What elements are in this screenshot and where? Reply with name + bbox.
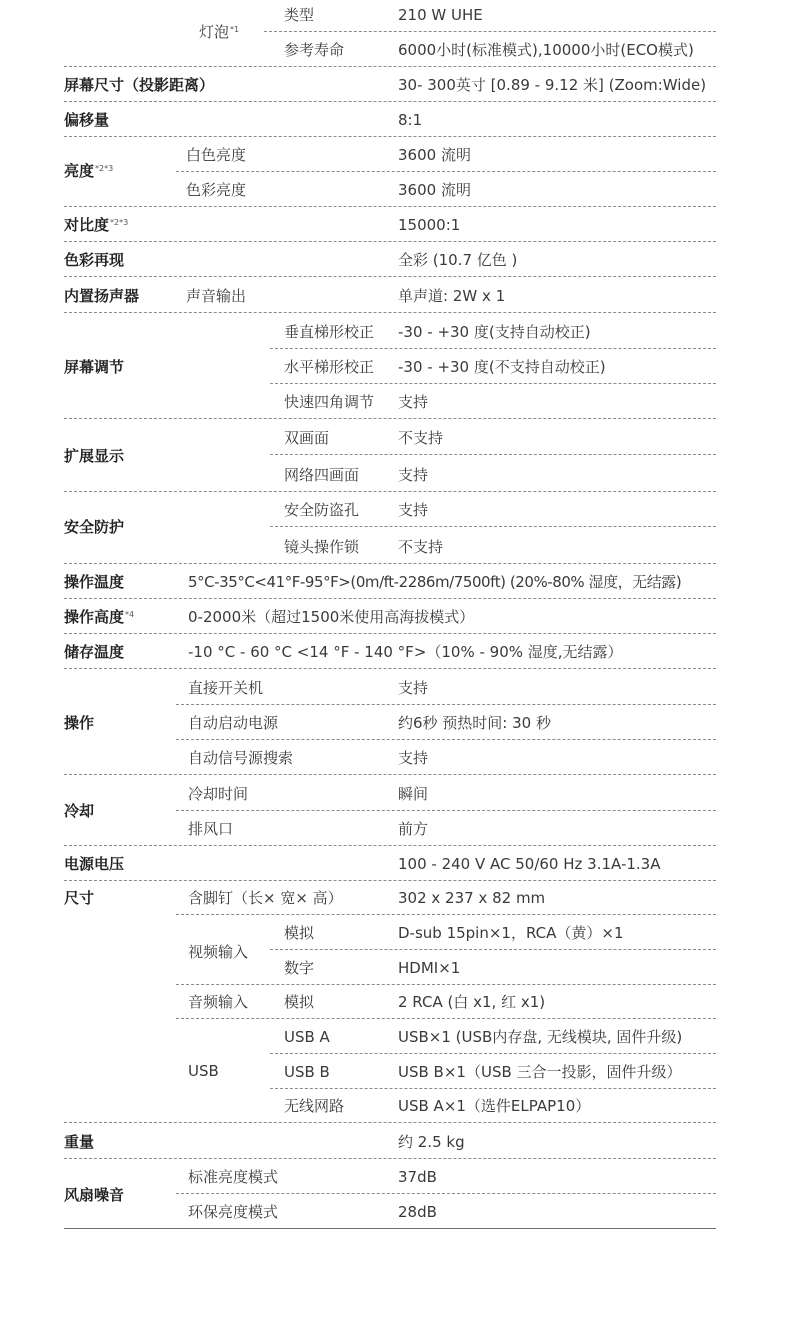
row-divider <box>176 704 716 705</box>
audio-analog-label: 模拟 <box>284 993 315 1011</box>
row-divider <box>176 984 716 985</box>
usb-b-label: USB B <box>284 1063 330 1081</box>
operation-label: 操作 <box>64 714 95 732</box>
screen-adjust-item-label: 水平梯形校正 <box>284 358 375 376</box>
dimensions-label: 尺寸 <box>64 889 95 907</box>
lamp-footnote: *1 <box>230 25 240 34</box>
offset-value: 8:1 <box>398 111 423 129</box>
brightness-color-value: 3600 流明 <box>398 181 471 199</box>
cooling-item-label: 冷却时间 <box>188 785 249 803</box>
row-divider <box>176 1193 716 1194</box>
row-divider <box>64 418 716 419</box>
fan-noise-item-value: 28dB <box>398 1203 437 1221</box>
row-divider <box>270 526 716 527</box>
extended-display-label: 扩展显示 <box>64 447 125 465</box>
audio-analog-value: 2 RCA (白 x1, 红 x1) <box>398 993 546 1011</box>
video-digital-label: 数字 <box>284 959 315 977</box>
operation-item-label: 直接开关机 <box>188 679 264 697</box>
extended-display-item-label: 网络四画面 <box>284 466 360 484</box>
wifi-value: USB A×1（选件ELPAP10） <box>398 1097 591 1115</box>
screen-size-value: 30- 300英寸 [0.89 - 9.12 米] (Zoom:Wide) <box>398 76 707 94</box>
fan-noise-item-label: 标准亮度模式 <box>188 1168 279 1186</box>
lamp-life-value: 6000小时(标准模式),10000小时(ECO模式) <box>398 41 694 59</box>
fan-noise-label: 风扇噪音 <box>64 1186 125 1204</box>
power-voltage-value: 100 - 240 V AC 50/60 Hz 3.1A-1.3A <box>398 855 661 873</box>
row-divider <box>270 949 716 950</box>
operation-item-label: 自动启动电源 <box>188 714 279 732</box>
row-divider <box>264 31 716 32</box>
storage-temp-value: -10 °C - 60 °C <14 °F - 140 °F>（10% - 90% 湿度,无结露） <box>188 643 623 661</box>
fan-noise-item-value: 37dB <box>398 1168 437 1186</box>
brightness-label: 亮度$^{*2*3}$ <box>64 162 114 180</box>
cooling-label: 冷却 <box>64 802 95 820</box>
cooling-item-value: 瞬间 <box>398 785 429 803</box>
usb-a-value: USB×1 (USB内存盘, 无线模块, 固件升级) <box>398 1028 683 1046</box>
altitude-footnote: *4 <box>125 610 135 619</box>
security-item-value: 不支持 <box>398 538 444 556</box>
lamp-type-label: 类型 <box>284 6 315 24</box>
security-item-label: 安全防盗孔 <box>284 501 360 519</box>
row-divider <box>270 454 716 455</box>
operation-item-label: 自动信号源搜索 <box>188 749 294 767</box>
audio-input-label: 音频输入 <box>188 993 249 1011</box>
lamp-type-value: 210 W UHE <box>398 6 483 24</box>
video-digital-value: HDMI×1 <box>398 959 461 977</box>
row-divider <box>64 312 716 313</box>
operating-temp-label: 操作温度 <box>64 573 125 591</box>
row-divider <box>64 101 716 102</box>
screen-adjust-label: 屏幕调节 <box>64 358 125 376</box>
row-divider <box>64 845 716 846</box>
weight-label: 重量 <box>64 1133 95 1151</box>
security-label: 安全防护 <box>64 518 125 536</box>
security-item-value: 支持 <box>398 501 429 519</box>
cooling-item-value: 前方 <box>398 820 429 838</box>
row-divider <box>64 668 716 669</box>
row-divider <box>270 1088 716 1089</box>
usb-a-label: USB A <box>284 1028 330 1046</box>
operating-altitude-label: 操作高度$^{*4}$ <box>64 608 135 626</box>
video-input-label: 视频输入 <box>188 943 249 961</box>
screen-adjust-item-label: 快速四角调节 <box>284 393 375 411</box>
brightness-color-label: 色彩亮度 <box>186 181 247 199</box>
lamp-label: 灯泡$^{*1}$ <box>199 23 240 41</box>
row-divider <box>176 810 716 811</box>
video-analog-label: 模拟 <box>284 924 315 942</box>
extended-display-item-value: 不支持 <box>398 429 444 447</box>
storage-temp-label: 储存温度 <box>64 643 125 661</box>
contrast-value: 15000:1 <box>398 216 461 234</box>
power-voltage-label: 电源电压 <box>64 855 125 873</box>
row-divider <box>64 1158 716 1159</box>
row-divider <box>64 880 716 881</box>
extended-display-item-value: 支持 <box>398 466 429 484</box>
contrast-footnote: *2*3 <box>110 218 129 227</box>
fan-noise-item-label: 环保亮度模式 <box>188 1203 279 1221</box>
screen-size-label: 屏幕尺寸（投影距离） <box>64 76 215 94</box>
speaker-sub-label: 声音输出 <box>186 287 247 305</box>
row-divider <box>64 206 716 207</box>
color-reproduction-label: 色彩再现 <box>64 251 125 269</box>
operation-item-value: 约6秒 预热时间: 30 秒 <box>398 714 551 732</box>
row-divider <box>64 66 716 67</box>
row-divider <box>176 739 716 740</box>
brightness-footnote: *2*3 <box>95 164 114 173</box>
dimensions-value: 302 x 237 x 82 mm <box>398 889 546 907</box>
security-item-label: 镜头操作锁 <box>284 538 360 556</box>
row-divider <box>176 914 716 915</box>
brightness-white-label: 白色亮度 <box>186 146 247 164</box>
offset-label: 偏移量 <box>64 111 110 129</box>
operation-item-value: 支持 <box>398 679 429 697</box>
operation-item-value: 支持 <box>398 749 429 767</box>
brightness-white-value: 3600 流明 <box>398 146 471 164</box>
row-divider <box>64 563 716 564</box>
row-divider <box>64 491 716 492</box>
speaker-value: 单声道: 2W x 1 <box>398 287 506 305</box>
screen-adjust-item-value: -30 - +30 度(支持自动校正) <box>398 323 591 341</box>
usb-b-value: USB B×1（USB 三合一投影，固件升级） <box>398 1063 682 1081</box>
weight-value: 约 2.5 kg <box>398 1133 465 1151</box>
row-divider <box>270 1053 716 1054</box>
operating-altitude-value: 0-2000米（超过1500米使用高海拔模式） <box>188 608 475 626</box>
screen-adjust-item-value: -30 - +30 度(不支持自动校正) <box>398 358 606 376</box>
usb-label: USB <box>188 1062 219 1080</box>
row-divider <box>270 383 716 384</box>
row-divider <box>64 774 716 775</box>
row-divider <box>64 136 716 137</box>
row-divider <box>176 171 716 172</box>
row-divider <box>176 1018 716 1019</box>
color-reproduction-value: 全彩 (10.7 亿色 ) <box>398 251 518 269</box>
extended-display-item-label: 双画面 <box>284 429 330 447</box>
speaker-label: 内置扬声器 <box>64 287 140 305</box>
lamp-life-label: 参考寿命 <box>284 41 345 59</box>
operating-temp-value: 5°C-35°C<41°F-95°F>(0m/ft-2286m/7500ft) (20%-80% 湿度，无结露) <box>188 573 682 591</box>
row-divider <box>270 348 716 349</box>
table-bottom-border <box>64 1228 716 1229</box>
row-divider <box>64 598 716 599</box>
wifi-label: 无线网路 <box>284 1097 345 1115</box>
cooling-item-label: 排风口 <box>188 820 234 838</box>
video-analog-value: D-sub 15pin×1，RCA（黄）×1 <box>398 924 624 942</box>
row-divider <box>64 1122 716 1123</box>
row-divider <box>64 633 716 634</box>
screen-adjust-item-label: 垂直梯形校正 <box>284 323 375 341</box>
row-divider <box>64 276 716 277</box>
dimensions-sub-label: 含脚钉（长× 宽× 高） <box>188 889 343 907</box>
screen-adjust-item-value: 支持 <box>398 393 429 411</box>
row-divider <box>64 241 716 242</box>
contrast-label: 对比度$^{*2*3}$ <box>64 216 129 234</box>
